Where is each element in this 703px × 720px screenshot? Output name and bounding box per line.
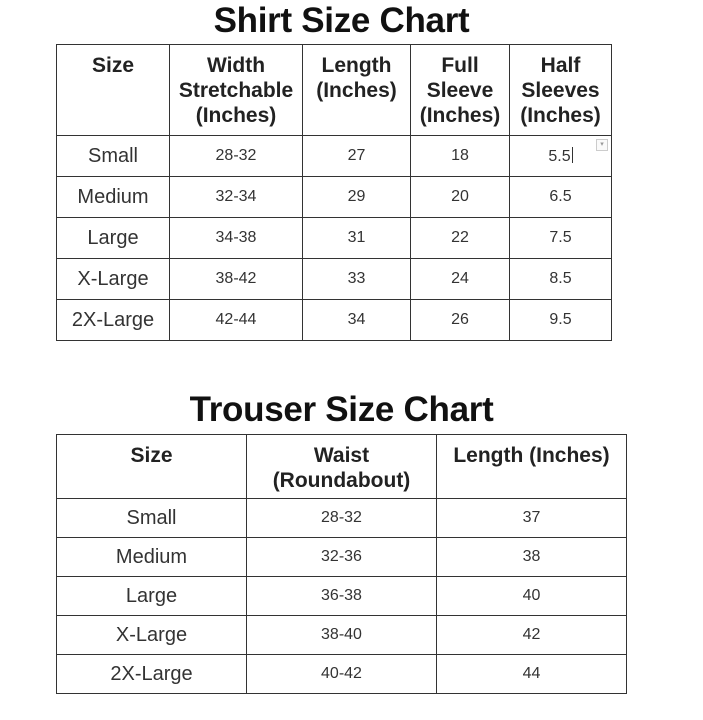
length-cell[interactable]: 31 xyxy=(303,218,411,259)
header-text: Half xyxy=(540,54,581,77)
header-text: (Inches) xyxy=(520,104,601,127)
shirt-header-half-sleeves xyxy=(510,45,612,136)
trouser-header-length xyxy=(437,435,627,499)
full-sleeve-cell[interactable]: 24 xyxy=(411,259,510,300)
header-text: (Inches) xyxy=(419,104,501,127)
table-row xyxy=(57,136,612,177)
table-row xyxy=(57,655,627,694)
header-text: (Roundabout) xyxy=(272,469,411,492)
shirt-header-full-sleeve xyxy=(411,45,510,136)
size-cell[interactable]: X-Large xyxy=(57,616,247,655)
waist-cell[interactable]: 40-42 xyxy=(247,655,437,694)
width-cell[interactable]: 38-42 xyxy=(170,259,303,300)
header-text: Length xyxy=(321,54,392,77)
table-row xyxy=(57,177,612,218)
shirt-chart-title: Shirt Size Chart xyxy=(213,1,470,40)
size-cell[interactable]: Small xyxy=(57,136,170,177)
shirt-size-table xyxy=(56,44,612,341)
header-text: (Inches) xyxy=(195,104,277,127)
size-cell[interactable]: Medium xyxy=(57,177,170,218)
full-sleeve-cell[interactable]: 20 xyxy=(411,177,510,218)
shirt-header-size xyxy=(57,45,170,136)
size-cell[interactable]: Large xyxy=(57,218,170,259)
size-cell[interactable]: X-Large xyxy=(57,259,170,300)
header-text: Width xyxy=(206,54,266,77)
length-cell[interactable]: 29 xyxy=(303,177,411,218)
half-sleeve-cell-active[interactable] xyxy=(510,136,612,177)
full-sleeve-cell[interactable]: 26 xyxy=(411,300,510,341)
waist-cell[interactable]: 32-36 xyxy=(247,538,437,577)
header-text: Size xyxy=(130,444,173,467)
table-row xyxy=(57,616,627,655)
table-row xyxy=(57,218,612,259)
full-sleeve-cell[interactable]: 22 xyxy=(411,218,510,259)
length-cell[interactable]: 27 xyxy=(303,136,411,177)
size-cell[interactable]: 2X-Large xyxy=(57,655,247,694)
size-cell[interactable]: 2X-Large xyxy=(57,300,170,341)
length-cell[interactable]: 34 xyxy=(303,300,411,341)
trouser-header-row xyxy=(57,435,627,499)
width-cell[interactable]: 34-38 xyxy=(170,218,303,259)
shirt-header-row xyxy=(57,45,612,136)
text-cursor xyxy=(572,147,573,163)
trouser-size-table xyxy=(56,434,627,694)
half-sleeve-cell[interactable]: 9.5 xyxy=(510,300,612,341)
waist-cell[interactable]: 28-32 xyxy=(247,499,437,538)
length-cell[interactable]: 40 xyxy=(437,577,627,616)
length-cell[interactable]: 42 xyxy=(437,616,627,655)
half-sleeve-cell[interactable]: 7.5 xyxy=(510,218,612,259)
length-cell[interactable]: 33 xyxy=(303,259,411,300)
length-cell[interactable]: 37 xyxy=(437,499,627,538)
table-row xyxy=(57,538,627,577)
trouser-chart-title: Trouser Size Chart xyxy=(189,390,494,429)
half-sleeve-cell[interactable]: 8.5 xyxy=(510,259,612,300)
length-cell[interactable]: 38 xyxy=(437,538,627,577)
size-cell[interactable]: Medium xyxy=(57,538,247,577)
size-cell[interactable]: Small xyxy=(57,499,247,538)
header-text: Sleeve xyxy=(426,79,494,102)
table-row xyxy=(57,259,612,300)
header-text: Length (Inches) xyxy=(453,444,610,467)
half-sleeve-cell[interactable]: 6.5 xyxy=(510,177,612,218)
shirt-header-width xyxy=(170,45,303,136)
trouser-header-size xyxy=(57,435,247,499)
waist-cell[interactable]: 38-40 xyxy=(247,616,437,655)
length-cell[interactable]: 44 xyxy=(437,655,627,694)
width-cell[interactable]: 42-44 xyxy=(170,300,303,341)
waist-cell[interactable]: 36-38 xyxy=(247,577,437,616)
table-row xyxy=(57,577,627,616)
header-text: Size xyxy=(91,54,135,77)
trouser-header-waist xyxy=(247,435,437,499)
table-row xyxy=(57,499,627,538)
header-text: Waist xyxy=(313,444,370,467)
half-sleeve-value: 5.5 xyxy=(548,147,571,165)
header-text: Sleeves xyxy=(521,79,600,102)
full-sleeve-cell[interactable]: 18 xyxy=(411,136,510,177)
header-text: (Inches) xyxy=(316,79,397,102)
size-cell[interactable]: Large xyxy=(57,577,247,616)
header-text: Full xyxy=(441,54,479,77)
chevron-down-icon[interactable]: ▾ xyxy=(596,139,608,151)
width-cell[interactable]: 28-32 xyxy=(170,136,303,177)
width-cell[interactable]: 32-34 xyxy=(170,177,303,218)
header-text: Stretchable xyxy=(178,79,294,102)
table-row xyxy=(57,300,612,341)
shirt-header-length xyxy=(303,45,411,136)
